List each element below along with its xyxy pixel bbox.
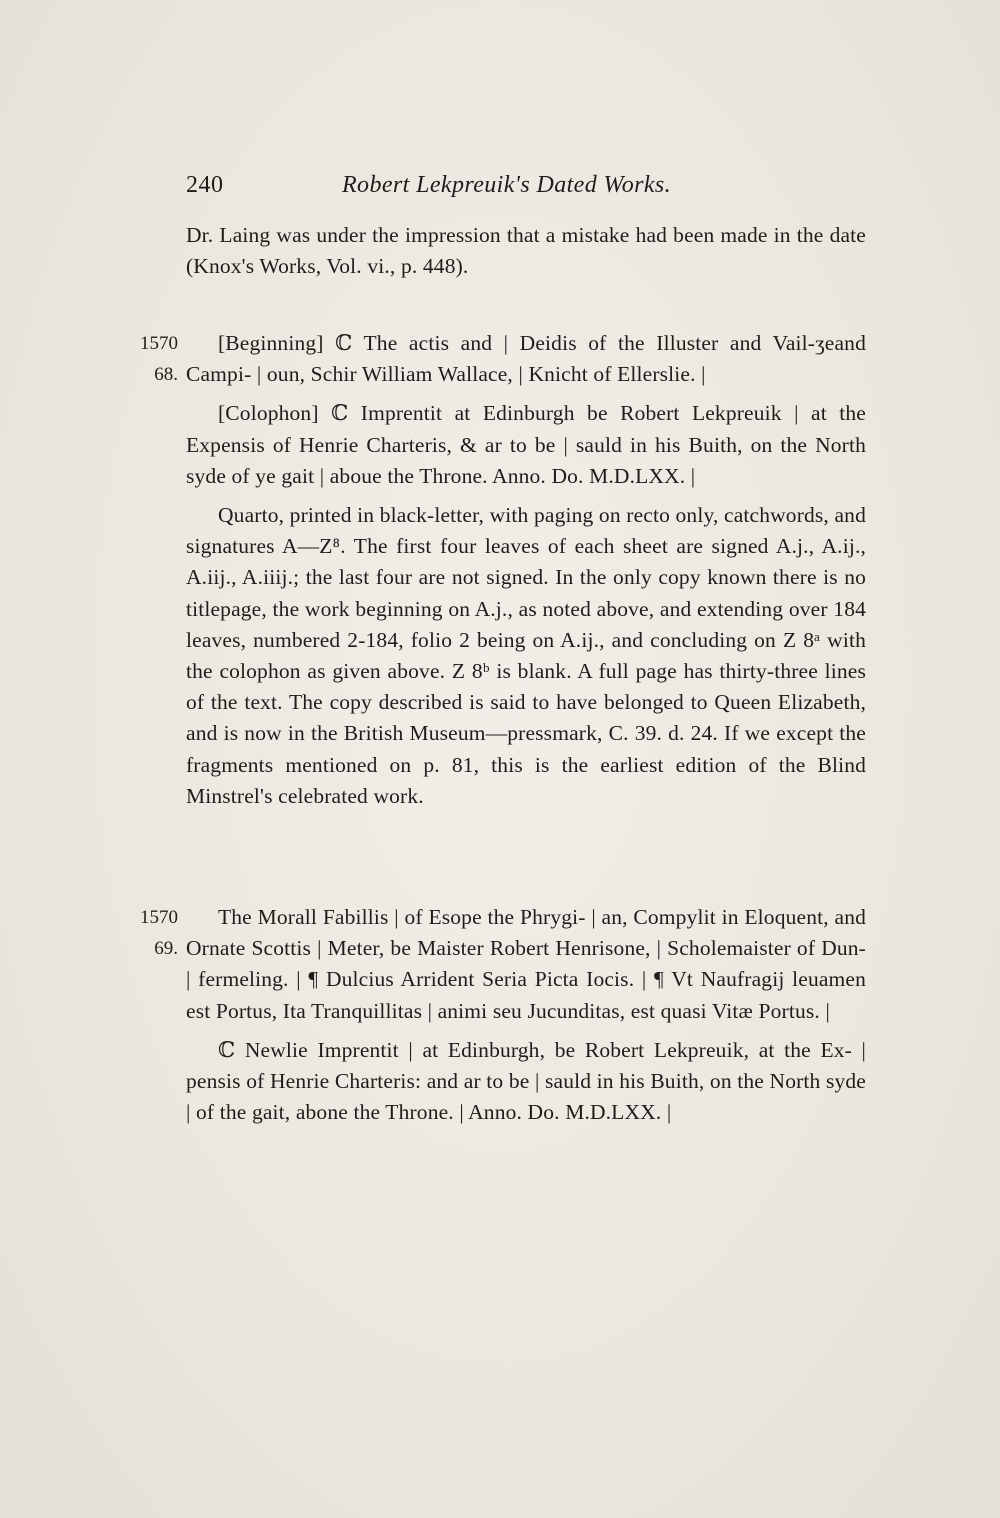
entry-69-title: The Morall Fabillis | of Esope the Phrygi- | an, Compylit in Eloquent, and Ornate Scottis | Meter, be Maister Robert Henrisone, | Scholemaister of Dun- | fermeling. | ¶ Dulcius Arrident Seria Picta Iocis. | ¶ Vt Naufragij leuamen est Portus, Ita Tranquillitas | animi seu Jucunditas, est quasi Vitæ Portus. | [186, 905, 866, 1023]
entry-68-beginning: [Beginning] ℂ The actis and | Deidis of the Illuster and Vail-ʒeand Campi- | oun, Schir William Wallace, | Knicht of Ellerslie. | [186, 331, 866, 387]
page-number: 240 [186, 172, 224, 198]
entry-68-description: Quarto, printed in black-letter, with paging on recto only, catchwords, and signatures A—Z⁸. The first four leaves of each sheet are signed A.j., A.ij., A.iij., A.iiij.; the last four are not signed. In the only copy known there is no titlepage, the work beginning on A.j., as noted above, and extending over 184 leaves, numbered 2-184, folio 2 being on A.ij., and concluding on Z 8ᵃ with the colophon as given above. Z 8ᵇ is blank. A full page has thirty-three lines of the text. The copy described is said to have belonged to Queen Elizabeth, and is now in the British Museum—pressmark, C. 39. d. 24. If we except the fragments mentioned on p. 81, this is the earliest edition of the Blind Minstrel's celebrated work. [186, 503, 866, 808]
intro-paragraph: Dr. Laing was under the impression that a mistake had been made in the date (Knox's Works, Vol. vi., p. 448). [186, 223, 866, 279]
entry-69-imprint: ℂ Newlie Imprentit | at Edinburgh, be Robert Lekpreuik, at the Ex- | pensis of Henrie Charteris: and ar to be | sauld in his Buith, on the North syde | of the gait, abone the Throne. | Anno. Do. M.D.LXX. | [186, 1037, 866, 1125]
entry-68-colophon: [Colophon] ℂ Imprentit at Edinburgh be Robert Lekpreuik | at the Expensis of Henrie Charteris, & ar to be | sauld in his Buith, on the North syde of ye gait | aboue the Throne. Anno. Do. M.D.LXX. | [186, 401, 866, 488]
entry-69-margin-year: 1570 [140, 907, 178, 928]
entry-68-margin-year: 1570 [140, 333, 178, 354]
entry-69-margin-number: 69. [154, 938, 178, 960]
page-header [186, 172, 866, 208]
running-title: Robert Lekpreuik's Dated Works. [342, 172, 672, 198]
entry-68 [186, 328, 866, 820]
intro-paragraph-block [186, 220, 866, 290]
entry-68-margin-number: 68. [154, 364, 178, 386]
entry-68-margin [122, 328, 178, 390]
entry-69-margin [122, 902, 178, 964]
entry-69 [186, 902, 866, 1136]
